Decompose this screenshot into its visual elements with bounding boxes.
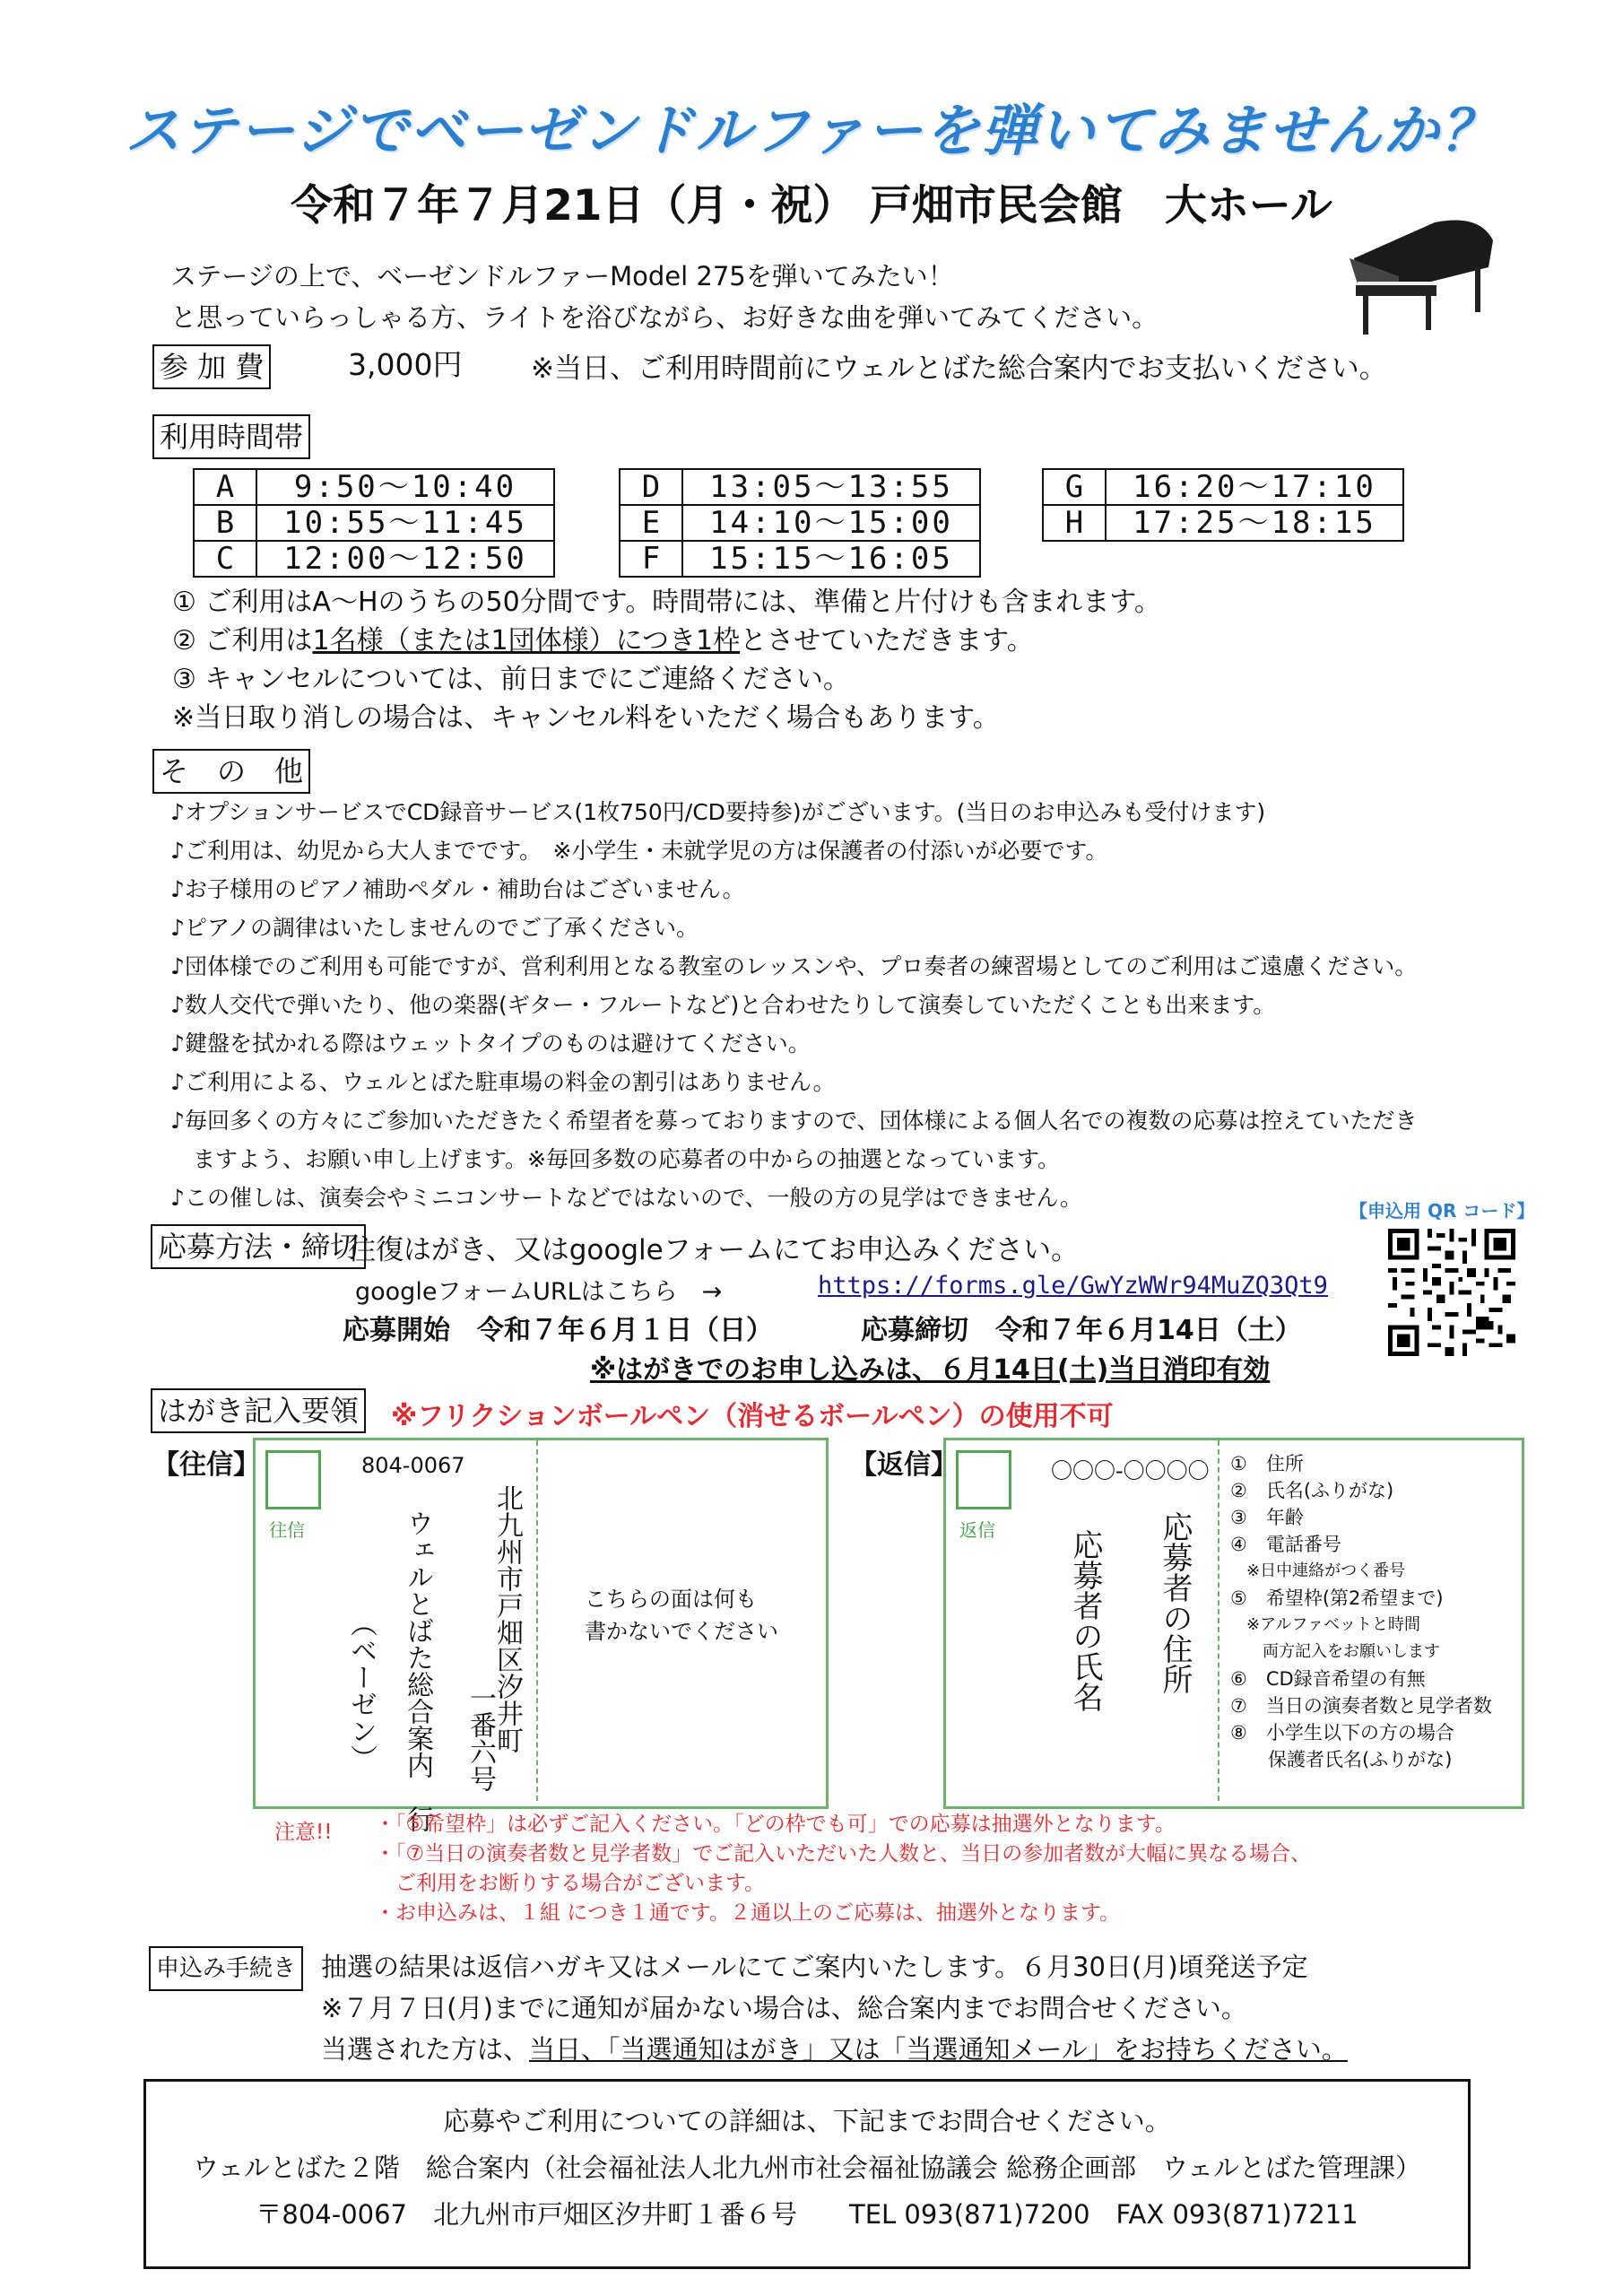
postcard-heading: はがき記入要領 bbox=[151, 1388, 366, 1433]
outgoing-label: 【往信】 bbox=[152, 1449, 260, 1481]
usage-notes: ① ご利用はA〜Hのうちの50分間です。時間帯には、準備と片付けも含まれます。 ② ご利用は1名様（または1団体様）につき1枠とさせていただきます。 ③ キャンセルについては、前日までにご連絡ください。 ※当日取り消しの場合は、キャンセル料をいただく場合もあります。 bbox=[172, 587, 1161, 734]
slot-row[interactable]: A 9:50〜10:40 bbox=[194, 469, 554, 505]
list-item: 保護者氏名(ふりがな) bbox=[1230, 1749, 1453, 1770]
slot-table-1 bbox=[193, 468, 555, 578]
fee-note: ※当日、ご利用時間前にウェルとばた総合案内でお支払いください。 bbox=[531, 352, 1387, 385]
list-item: ⑥ CD録音希望の有無 bbox=[1230, 1668, 1426, 1690]
list-item: ① 住所 bbox=[1230, 1453, 1304, 1474]
list-item: ※アルファベットと時間 bbox=[1230, 1615, 1421, 1634]
reply-stamp-text: 返信 bbox=[959, 1519, 995, 1541]
reply-applicant-name: 応募者の氏名 bbox=[1067, 1529, 1103, 1712]
stamp-box bbox=[265, 1450, 321, 1509]
other-list bbox=[170, 793, 1417, 1217]
list-item: ♪お子様用のピアノ補助ペダル・補助台はございません。 bbox=[170, 876, 745, 902]
list-item: ⑤ 希望枠(第2希望まで) bbox=[1230, 1587, 1444, 1609]
qr-label: 【申込用 QR コード】 bbox=[1350, 1200, 1535, 1222]
form-url-link[interactable]: https://forms.gle/GwYzWWr94MuZQ3Qt9 bbox=[818, 1272, 1328, 1300]
stamp-box bbox=[956, 1450, 1011, 1509]
fee-heading: 参 加 費 bbox=[152, 344, 271, 389]
list-item: ♪鍵盤を拭かれる際はウェットタイプのものは避けてください。 bbox=[170, 1031, 811, 1057]
slot-table-3 bbox=[1042, 468, 1404, 542]
reply-zip: 〇〇〇-〇〇〇〇 bbox=[1051, 1458, 1210, 1483]
apply-heading: 応募方法・締切 bbox=[151, 1224, 366, 1269]
blank-side-note: こちらの面は何も 書かないでください bbox=[585, 1587, 778, 1644]
slot-row[interactable]: B 10:55〜11:45 bbox=[194, 505, 554, 541]
slot-row[interactable]: D 13:05〜13:55 bbox=[620, 469, 980, 505]
slot-table-2 bbox=[619, 468, 981, 578]
fee-amount: 3,000円 bbox=[348, 347, 463, 382]
list-item: 両方記入をお願いします bbox=[1230, 1642, 1440, 1661]
postmark-note: ※はがきでのお申し込みは、６月14日(土)当日消印有効 bbox=[590, 1354, 1271, 1386]
slot-row[interactable]: E 14:10〜15:00 bbox=[620, 505, 980, 541]
list-item: ♪数人交代で弾いたり、他の楽器(ギター・フルートなど)と合わせたりして演奏していただくことも出来ます。 bbox=[170, 992, 1276, 1018]
qr-code[interactable] bbox=[1388, 1229, 1515, 1356]
procedure-text: 抽選の結果は返信ハガキ又はメールにてご案内いたします。６月30日(月)頃発送予定 ※７月７日(月)までに通知が届かない場合は、総合案内までお問合せください。 当選された方は、当日、「当選通知はがき」又は「当選通知メール」をお持ちください。 bbox=[321, 1952, 1348, 2065]
list-item: ♪ご利用は、幼児から大人までです。 ※小学生・未就学児の方は保護者の付添いが必要です。 bbox=[170, 838, 1108, 864]
list-item: ④ 電話番号 bbox=[1230, 1534, 1341, 1555]
piano-image bbox=[1345, 204, 1497, 339]
list-item: ♪この催しは、演奏会やミニコンサートなどではないので、一般の方の見学はできません。 bbox=[170, 1185, 1082, 1211]
apply-start: 応募開始 令和７年６月１日（日） bbox=[343, 1315, 773, 1346]
slot-row[interactable]: F 15:15〜16:05 bbox=[620, 541, 980, 577]
list-item: ♪オプションサービスでCD録音サービス(1枚750円/CD要持参)がございます。(当日のお申込みも受付けます) bbox=[170, 799, 1266, 825]
slot-row[interactable]: C 12:00〜12:50 bbox=[194, 541, 554, 577]
outgoing-stamp-text: 往信 bbox=[269, 1519, 305, 1541]
list-item: ♪毎回多くの方々にご参加いただきたく希望者を募っておりますので、団体様による個人名での複数の応募は控えていただき bbox=[170, 1108, 1418, 1134]
outgoing-zip: 804-0067 bbox=[361, 1453, 465, 1478]
apply-end: 応募締切 令和７年６月14日（土） bbox=[861, 1315, 1302, 1346]
outgoing-recipient-sub: （ベーゼン） bbox=[345, 1610, 377, 1771]
event-date-venue: 令和７年７月21日（月・祝） 戸畑市民会館 大ホール bbox=[291, 181, 1332, 230]
intro-text: ステージの上で、ベーゼンドルファーModel 275を弾いてみたい！ と思っていらっしゃる方、ライトを浴びながら、お好きな曲を弾いてみてください。 bbox=[170, 261, 1159, 333]
list-item: ② 氏名(ふりがな) bbox=[1230, 1480, 1394, 1501]
card-divider bbox=[536, 1440, 538, 1801]
caution-list: ・「⑤希望枠」は必ずご記入ください。「どの枠でも可」での応募は抽選外となります。 ・「⑦当日の演奏者数と見学者数」でご記入いただいた人数と、当日の参加者数が大幅に異なる場合、 ご利用をお断りする場合がございます。 ・お申込みは、１組 につき１通です。２通以上のご応募は、抽選外となります。 bbox=[375, 1813, 1312, 1925]
slot-row[interactable]: H 17:25〜18:15 bbox=[1043, 505, 1403, 541]
outgoing-address-2: 一番六号 bbox=[464, 1684, 496, 1792]
slots-heading: 利用時間帯 bbox=[152, 414, 310, 459]
list-item: ※日中連絡がつく番号 bbox=[1230, 1561, 1406, 1580]
list-item: ♪団体様でのご利用も可能ですが、営利利用となる教室のレッスンや、プロ奏者の練習場としてのご利用はご遠慮ください。 bbox=[170, 953, 1418, 979]
reply-label: 【返信】 bbox=[850, 1449, 958, 1481]
pen-warning: ※フリクションボールペン（消せるボールペン）の使用不可 bbox=[391, 1401, 1114, 1432]
reply-field-list bbox=[1230, 1450, 1492, 1773]
apply-method: 往復はがき、又はgoogleフォームにてお申込みください。 bbox=[348, 1234, 1080, 1266]
outgoing-recipient: ウェルとばた総合案内 行 bbox=[402, 1509, 433, 1832]
list-item: ⑦ 当日の演奏者数と見学者数 bbox=[1230, 1695, 1492, 1717]
list-item: ③ 年齢 bbox=[1230, 1507, 1304, 1528]
list-item: ♪ご利用による、ウェルとばた駐車場の料金の割引はありません。 bbox=[170, 1069, 836, 1095]
outgoing-address-1: 北九州市戸畑区汐井町 bbox=[491, 1484, 523, 1753]
list-item: ⑧ 小学生以下の方の場合 bbox=[1230, 1722, 1454, 1744]
reply-applicant-address: 応募者の住所 bbox=[1157, 1511, 1193, 1694]
form-url-label: googleフォームURLはこちら → bbox=[355, 1278, 723, 1306]
other-heading: そ の 他 bbox=[152, 749, 310, 794]
list-item: ♪ピアノの調律はいたしませんのでご了承ください。 bbox=[170, 915, 699, 941]
card-divider bbox=[1218, 1440, 1219, 1801]
caution-label: 注意!! bbox=[274, 1821, 333, 1844]
slot-row[interactable]: G 16:20〜17:10 bbox=[1043, 469, 1403, 505]
page-title: ステージでベーゼンドルファーを弾いてみませんか？ bbox=[125, 98, 1498, 163]
list-item: ますよう、お願い申し上げます。※毎回多数の応募者の中からの抽選となっています。 bbox=[170, 1146, 1060, 1172]
contact-box: 応募やご利用についての詳細は、下記までお問合せください。 ウェルとばた２階 総合案内（社会福祉法人北九州市社会福祉協議会 総務企画部 ウェルとばた管理課） 〒804-0067 北九州市戸畑区汐井町１番６号 TEL 093(871)7200 FAX 093(871)7211 bbox=[143, 2079, 1471, 2269]
procedure-heading: 申込み手続き bbox=[149, 1946, 303, 1991]
